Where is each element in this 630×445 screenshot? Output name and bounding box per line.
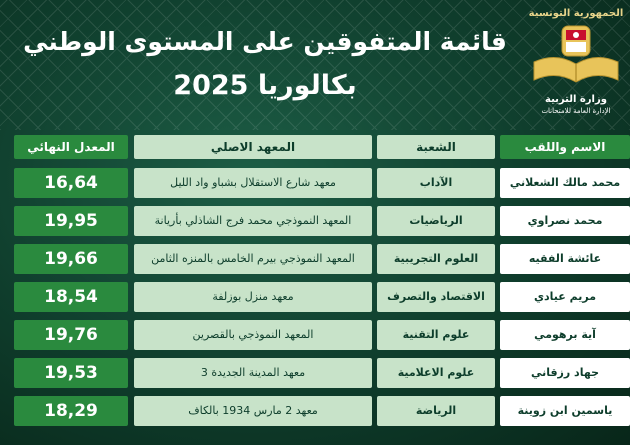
score-cell: 18,54 (14, 282, 128, 312)
score-cell: 19,66 (14, 244, 128, 274)
branch-cell: الآداب (377, 168, 495, 198)
score-cell: 19,95 (14, 206, 128, 236)
page-title (20, 22, 510, 108)
score-cell: 16,64 (14, 168, 128, 198)
branch-cell: علوم التقنية (377, 320, 495, 350)
name-cell: جهاد رزقاني (500, 358, 630, 388)
title-line-2: بكالوريا 2025 (173, 70, 357, 101)
header-institute: المعهد الاصلي (134, 135, 372, 159)
table-row (14, 244, 630, 276)
name-cell: محمد مالك الشعلاني (500, 168, 630, 198)
name-cell: عائشة الفقيه (500, 244, 630, 274)
institute-cell: معهد شارع الاستقلال بشباو واد الليل (134, 168, 372, 198)
table-row (14, 168, 630, 200)
score-cell: 19,76 (14, 320, 128, 350)
score-cell: 18,29 (14, 396, 128, 426)
branch-cell: الرياضة (377, 396, 495, 426)
ministry-logo (526, 8, 626, 126)
header-score: المعدل النهائي (14, 135, 128, 159)
institute-cell: المعهد النموذجي بالقصرين (134, 320, 372, 350)
table-row (14, 320, 630, 352)
header-name: الاسم واللقب (500, 135, 630, 159)
institute-cell: معهد 2 مارس 1934 بالكاف (134, 396, 372, 426)
book-emblem-icon (528, 22, 624, 88)
branch-cell: العلوم التجريبية (377, 244, 495, 274)
institute-cell: المعهد النموذجي محمد فرج الشاذلي بأريانة (134, 206, 372, 236)
institute-cell: المعهد النموذجي بيرم الخامس بالمنزه الثامن (134, 244, 372, 274)
department-label: الإدارة العامة للامتحانات (541, 107, 611, 115)
name-cell: ياسمين ابن زوينة (500, 396, 630, 426)
institute-cell: معهد المدينة الجديدة 3 (134, 358, 372, 388)
table-row (14, 206, 630, 238)
branch-cell: الرياضيات (377, 206, 495, 236)
table-row (14, 396, 630, 428)
name-cell: مريم عيادي (500, 282, 630, 312)
name-cell: آية برهومي (500, 320, 630, 350)
score-cell: 19,53 (14, 358, 128, 388)
institute-cell: معهد منزل بوزلفة (134, 282, 372, 312)
name-cell: محمد نصراوي (500, 206, 630, 236)
table-row (14, 358, 630, 390)
title-line-1: قائمة المتفوقين على المستوى الوطني (23, 27, 507, 56)
republic-label: الجمهورية التونسية (528, 8, 624, 19)
header-branch: الشعبة (377, 135, 495, 159)
branch-cell: الاقتصاد والتصرف (377, 282, 495, 312)
table-row (14, 282, 630, 314)
ministry-label: وزارة التربية (545, 94, 607, 105)
branch-cell: علوم الاعلامية (377, 358, 495, 388)
